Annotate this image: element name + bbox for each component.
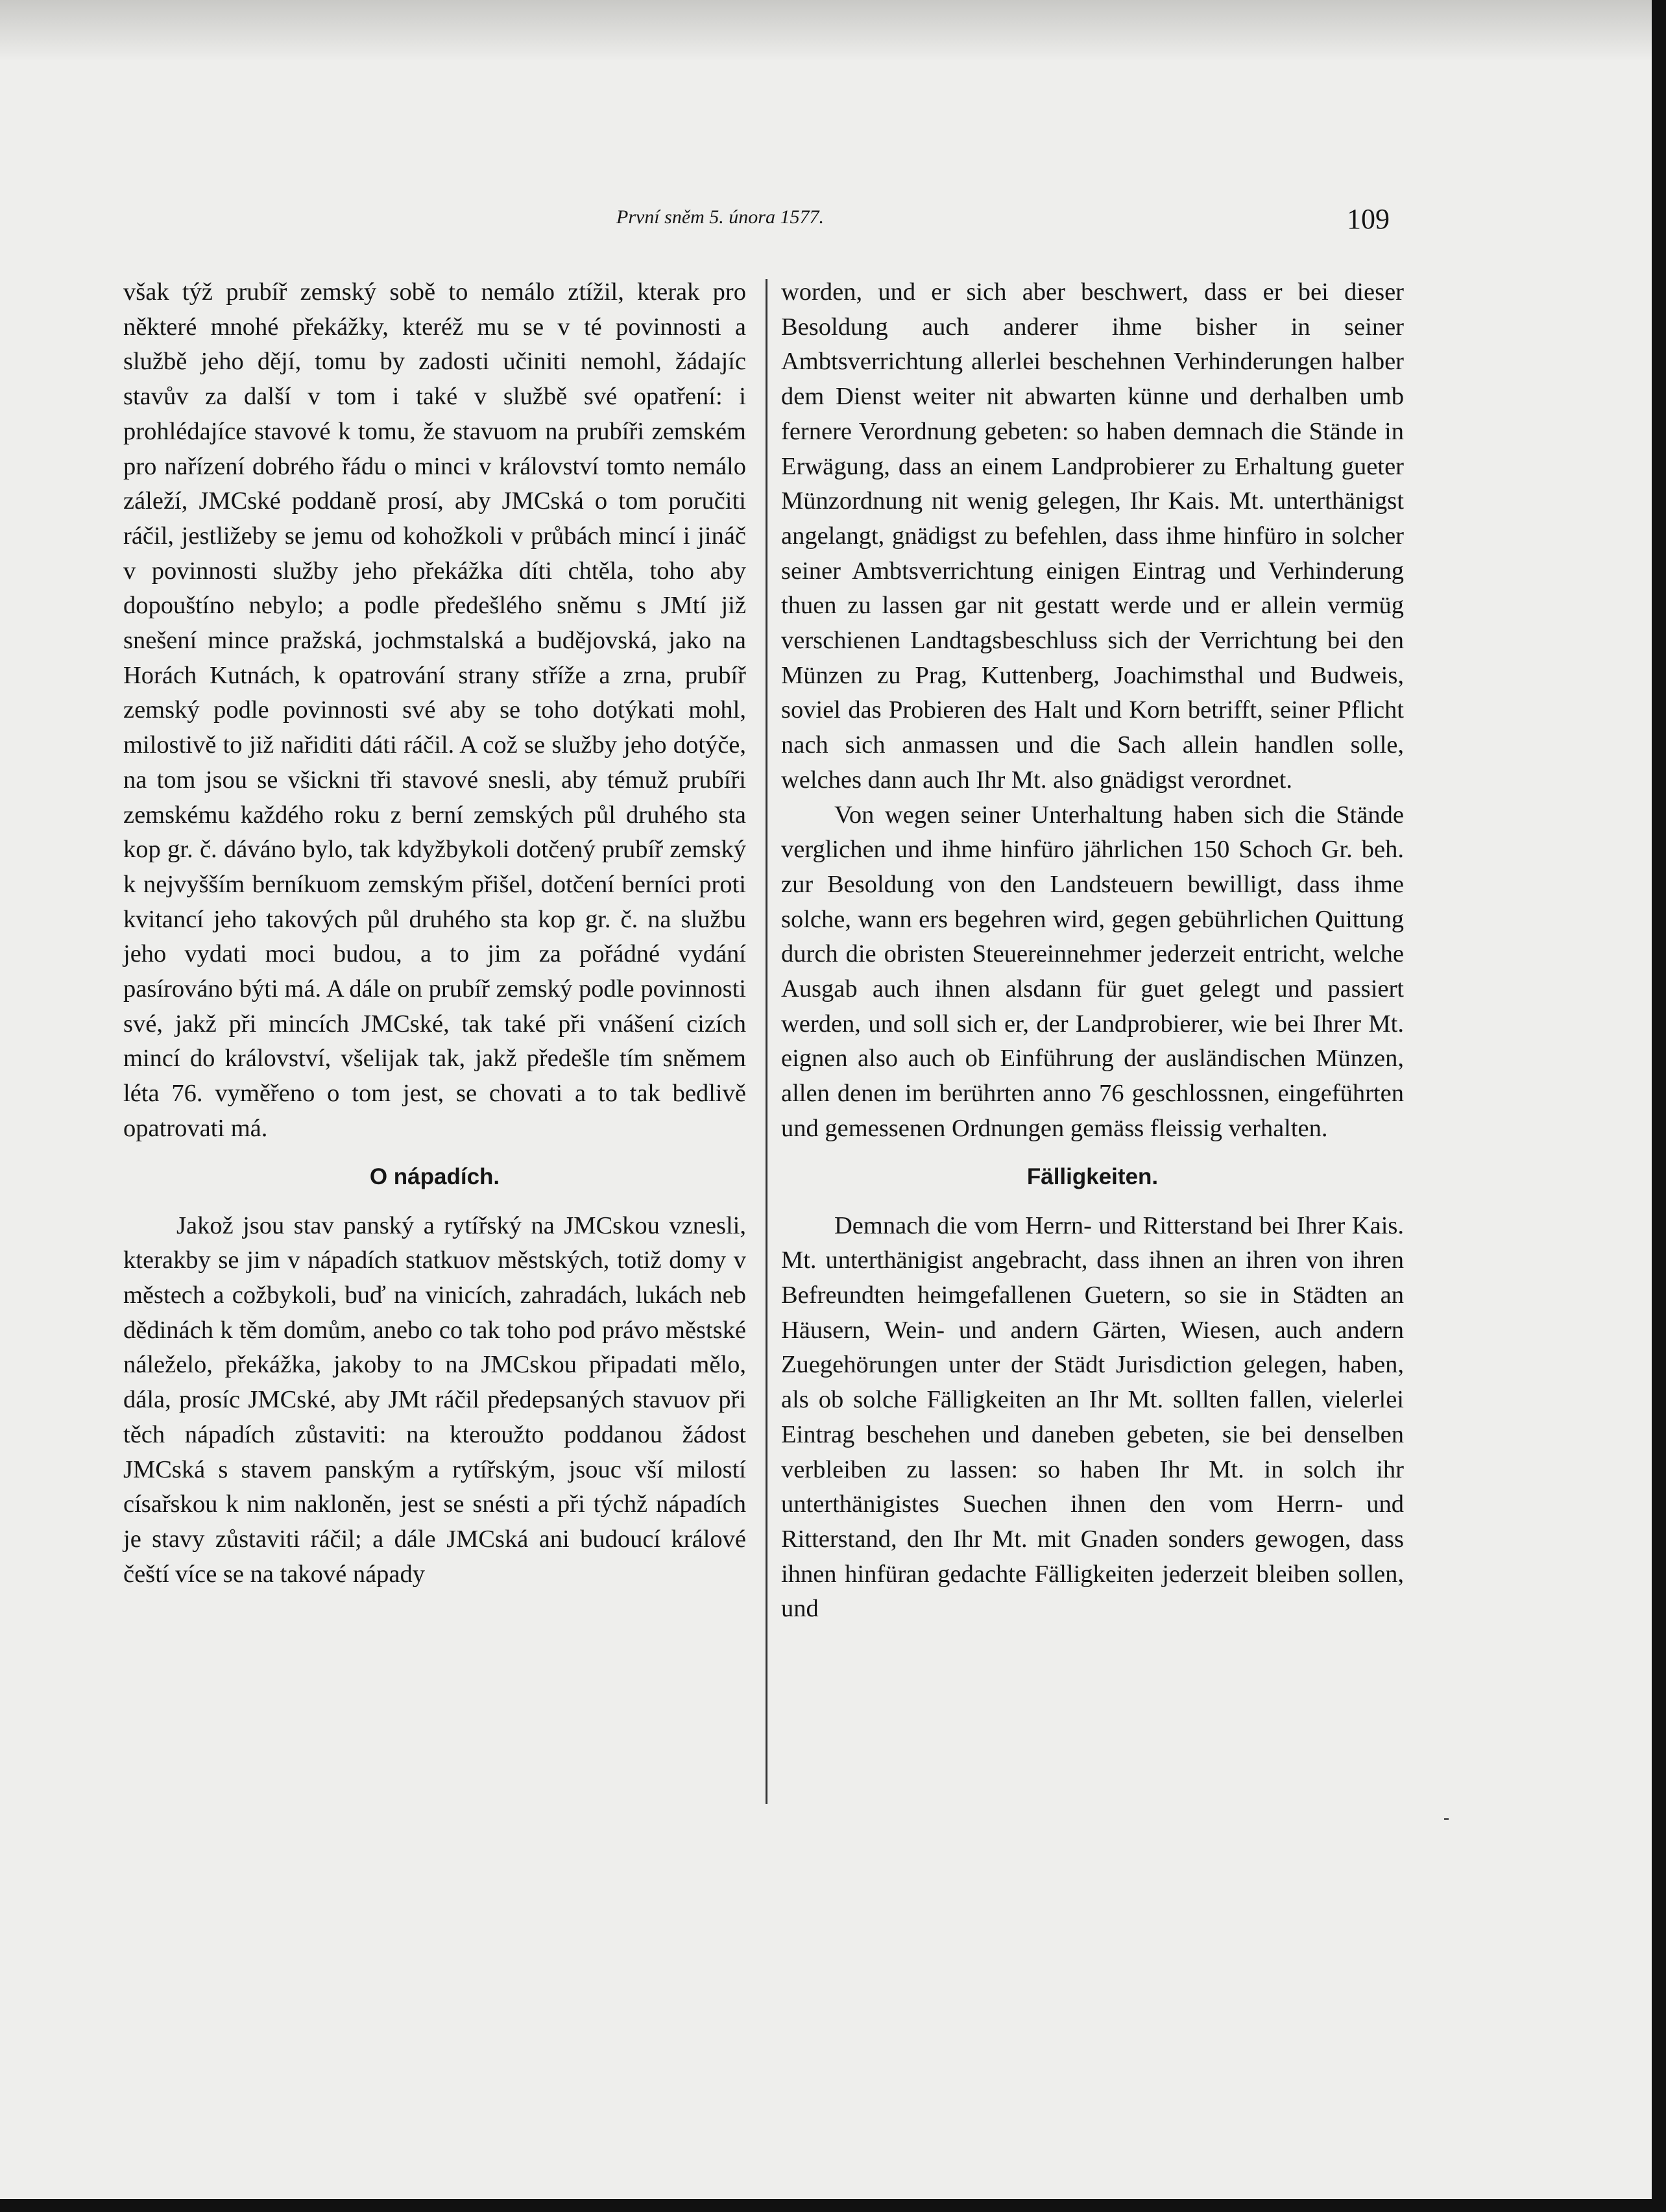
column-divider (766, 279, 767, 1804)
scan-border-right (1652, 0, 1666, 2212)
right-paragraph-1: worden, und er sich aber beschwert, dass er bei dieser Besoldung auch anderer ihme bisher in seiner Ambtsverrichtung allerlei beschehnen Verhinderungen halber dem Dienst weiter nit abwarten künne und derhalben umb fernere Verordnung gebeten: so haben demnach die Stände in Erwägung, dass an einem Landprobierer zu Erhaltung gueter Münzordnung nit wenig gelegen, Ihr Kais. Mt. unterthänigst angelangt, gnädigst zu befehlen, dass ihme hinfüro in solcher seiner Ambtsverrichtung einigen Eintrag und Verhinderung thuen zu lassen gar nit gestatt werde und er allein vermüg verschienen Landtagsbeschluss sich der Verrichtung bei den Münzen zu Prag, Kuttenberg, Joachimsthal und Budweis, soviel das Probieren des Halt und Korn betrifft, seiner Pflicht nach sich anmassen und die Sach allein handlen solle, welches dann auch Ihr Mt. also gnädigst verordnet. (781, 278, 1404, 794)
right-section-heading: Fälligkeiten. (1026, 1163, 1159, 1189)
right-paragraph-3: Demnach die vom Herrn- und Ritterstand bei Ihrer Kais. Mt. unterthänigist angebracht, dass ihnen an ihren von ihren Befreundten heimgefallenen Guetern, so sie in Städten an Häusern, Wein- und andern Gärten, Wiesen, auch andern Zuegehörungen unter der Städt Jurisdiction gelegen, haben, als ob solche Fälligkeiten an Ihr Mt. sollten fallen, vielerlei Eintrag beschehen und daneben gebeten, sie bei denselben verbleiben zu lassen: so haben Ihr Mt. in solch ihr unterthänigistes Suechen ihnen den vom Herrn- und Ritterstand, den Ihr Mt. mit Gnaden sonders gewogen, dass ihnen hinfüran gedachte Fälligkeiten jederzeit bleiben sollen, und (781, 1211, 1404, 1623)
scan-shadow-top (0, 0, 1666, 62)
right-column-german (781, 275, 1404, 1627)
page-number: 109 (1347, 203, 1390, 235)
left-paragraph-1: však týž prubíř zemský sobě to nemálo ztížil, kterak pro některé mnohé překážky, kteréž mu se v té povinnosti a službě jeho dějí, tomu by zadosti učiniti nemohl, žádajíc stavův za další v tom i také v službě své opatření: i prohlédajíce stavové k tomu, že stavuom na prubíři zemském pro nařízení dobrého řádu o minci v království tomto nemálo záleží, JMCské poddaně prosí, aby JMCská o tom poručiti ráčil, jestližeby se jemu od kohožkoli v průbách mincí i jináč v povinnosti služby jeho překážka díti chtěla, toho aby dopouštíno nebylo; a podle předešlého sněmu s JMtí již snešení mince pražská, jochmstalská a budějovská, jako na Horách Kutnách, k opatrování strany stříže a zrna, prubíř zemský podle povinnosti své aby se toho dotýkati mohl, milostivě to již nařiditi dáti ráčil. A což se služby jeho dotýče, na tom jsou se všickni tři stavové snesli, aby témuž prubíři zemskému každého roku z berní zemských půl druhého sta kop gr. č. dáváno bylo, tak kdyžbykoli dotčený prubíř zemský k nejvyšším berníkuom zemským přišel, dotčení berníci proti kvitancí jeho takových půl druhého sta kop gr. č. na službu jeho vydati moci budou, a to jim za pořádné vydání pasírováno býti má. A dále on prubíř zemský podle povinnosti své, jakž při mincích JMCské, tak také při vnášení cizích mincí do království, všelijak tak, jakž předešle tím sněmem léta 76. vyměřeno o tom jest, se chovati a to tak bedlivě opatrovati má. (123, 278, 746, 1142)
scan-border-bottom (0, 2199, 1666, 2212)
left-paragraph-2: Jakož jsou stav panský a rytířský na JMCskou vznesli, kterakby se jim v nápadích statkuov městských, totiž domy v městech a cožbykoli, buď na vinicích, zahradách, lukách neb dědinách k těm domům, anebo co tak toho pod právo městské náleželo, překážka, jakoby to na JMCskou připadati mělo, dála, prosíc JMCské, aby JMt ráčil předepsaných stavuov při těch nápadích zůstaviti: na kteroužto poddanou žádost JMCská s stavem panským a rytířským, jsouc vší milostí císařskou k nim nakloněn, jest se snésti a při týchž nápadích je stavy zůstaviti ráčil; a dále JMCská ani budoucí králové čeští více se na takové nápady (123, 1211, 746, 1588)
left-column-czech (123, 275, 746, 1592)
scan-speck (1444, 1818, 1449, 1820)
running-head: První sněm 5. února 1577. (616, 206, 824, 228)
left-section-heading: O nápadích. (369, 1163, 500, 1189)
right-paragraph-2: Von wegen seiner Unterhaltung haben sich die Stände verglichen und ihme hinfüro jährlichen 150 Schoch Gr. beh. zur Besoldung von den Landsteuern bewilligt, dass ihme solche, wann ers begehren wird, gegen gebührlichen Quittung durch die obristen Steuereinnehmer jederzeit entricht, welche Ausgab auch ihnen alsdann für guet gelegt und passiert werden, und soll sich er, der Landprobierer, wie bei Ihrer Mt. eignen also auch ob Einführung der ausländischen Münzen, allen denen im berührten anno 76 geschlossnen, eingeführten und gemessenen Ordnungen gemäss fleissig verhalten. (781, 801, 1404, 1142)
